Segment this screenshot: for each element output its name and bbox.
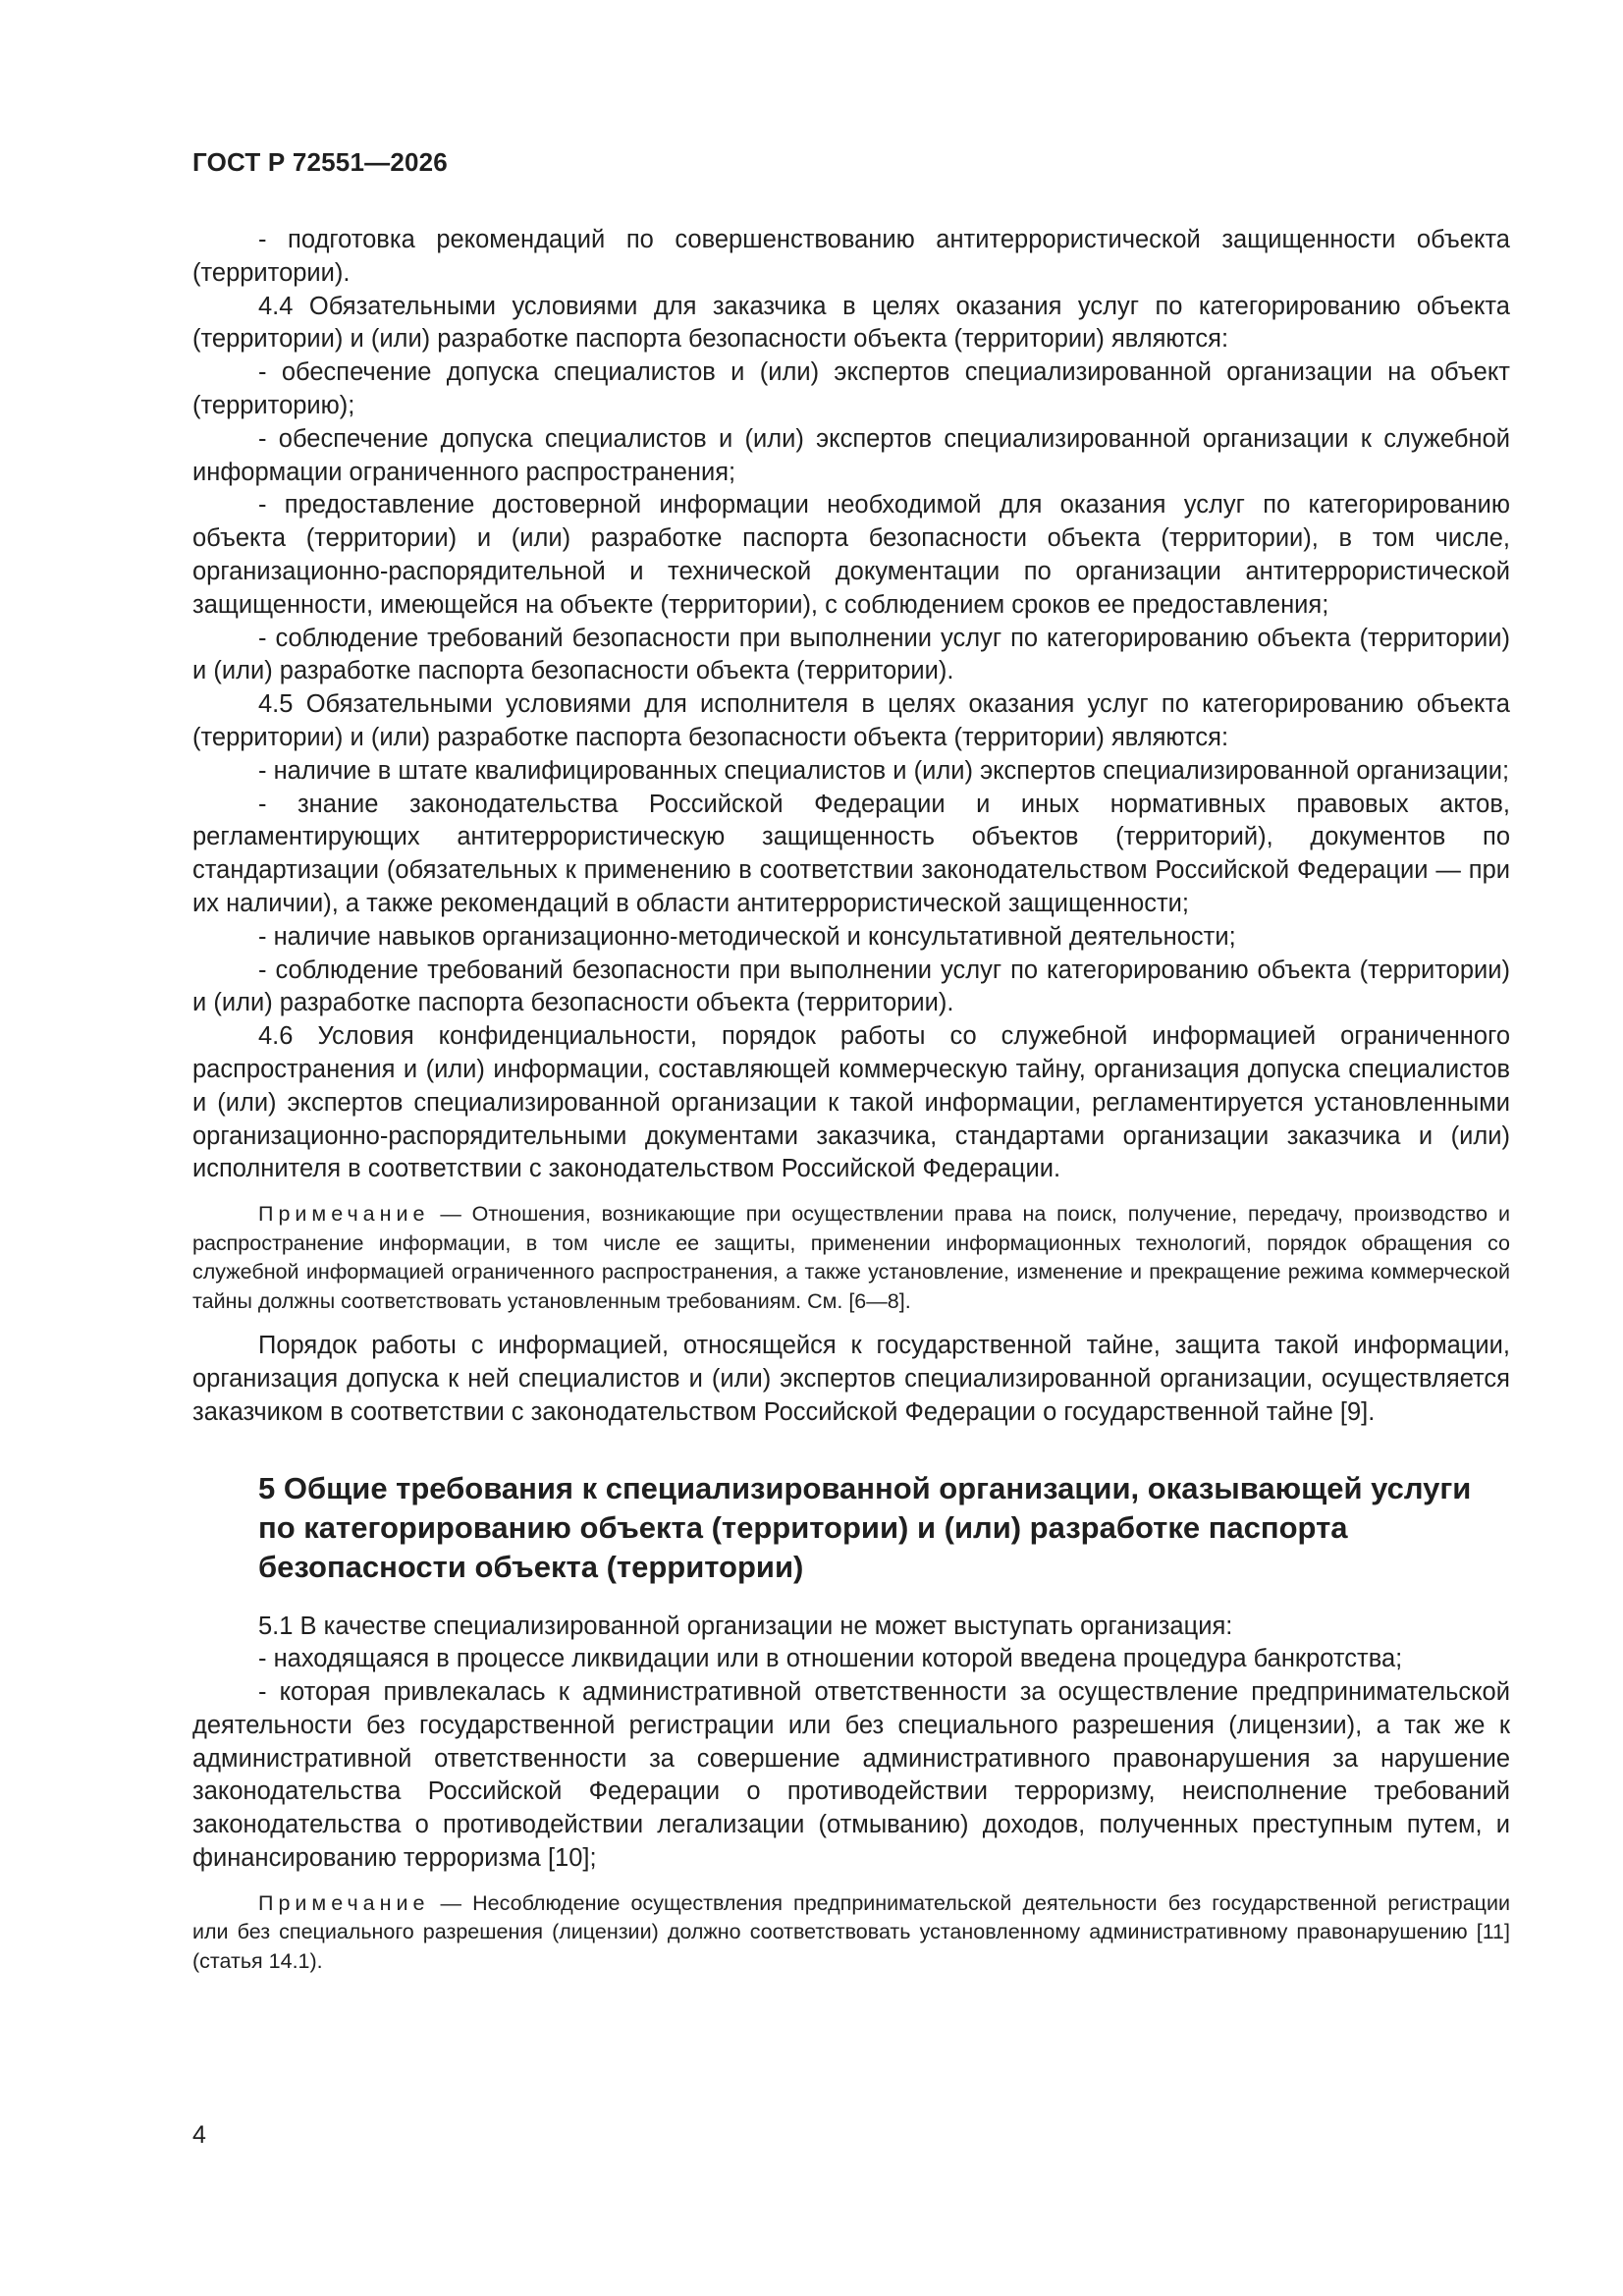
- clause-4-4: 4.4 Обязательными условиями для заказчика в целях оказания услуг по категорированию объекта (территории) и (или) разработке паспорта безопасности объекта (территории) являются:: [192, 292, 1510, 354]
- list-item: - находящаяся в процессе ликвидации или в отношении которой введена процедура банкротства;: [258, 1645, 1403, 1673]
- list-item: - обеспечение допуска специалистов и (или) экспертов специализированной организации на объект (территорию);: [192, 358, 1510, 419]
- note-4-6: [192, 1200, 1510, 1316]
- list-item: - подготовка рекомендаций по совершенствованию антитеррористической защищенности объекта (территории).: [192, 226, 1510, 287]
- list-item: - знание законодательства Российской Федерации и иных нормативных правовых актов, регламентирующих антитеррористическую защищенность объектов (территорий), документов по стандартизации (обязательных к применению в соответствии законодательством Российской Федерации — при их наличии), а также рекомендаций в области антитеррористической защищенности;: [192, 790, 1510, 917]
- list-item: - предоставление достоверной информации необходимой для оказания услуг по категорированию объекта (территории) и (или) разработке паспорта безопасности объекта (территории), в том числе, организационно-распорядительной и технической документации по организации антитеррористической защищенности, имеющейся на объекте (территории), с соблюдением сроков ее предоставления;: [192, 491, 1510, 619]
- standard-designation: ГОСТ Р 72551—2026: [192, 147, 448, 177]
- list-item: - соблюдение требований безопасности при выполнении услуг по категорированию объекта (территории) и (или) разработке паспорта безопасности объекта (территории).: [192, 956, 1510, 1017]
- note-5-1: [192, 1889, 1510, 1977]
- note-text: — Несоблюдение осуществления предпринимательской деятельности без государственной регистрации или без специального разрешения (лицензии) должно соответствовать установленному административному правонарушению [11] (статья 14.1).: [192, 1890, 1510, 1973]
- section-5-title: 5 Общие требования к специализированной организации, оказывающей услуги по категорированию объекта (территории) и (или) разработке паспорта безопасности объекта (территории): [258, 1470, 1472, 1584]
- clause-5-1: 5.1 В качестве специализированной организации не может выступать организация:: [258, 1612, 1233, 1640]
- list-item: - наличие навыков организационно-методической и консультативной деятельности;: [258, 922, 1236, 951]
- list-item: - наличие в штате квалифицированных специалистов и (или) экспертов специализированной организации;: [258, 756, 1510, 785]
- clause-4-5: 4.5 Обязательными условиями для исполнителя в целях оказания услуг по категорированию объекта (территории) и (или) разработке паспорта безопасности объекта (территории) являются:: [192, 690, 1510, 751]
- main-text: [192, 224, 1510, 1990]
- note-text: — Отношения, возникающие при осуществлении права на поиск, получение, передачу, производство и распространение информации, в том числе ее защиты, применении информационных технологий, порядок обращения со служебной информацией ограниченного распространения, а также установление, изменение и прекращение режима коммерческой тайны должны соответствовать установленным требованиям. См. [6—8].: [192, 1202, 1510, 1313]
- note-label: Примечание: [258, 1890, 430, 1915]
- page-number: 4: [192, 2121, 206, 2149]
- list-item: - обеспечение допуска специалистов и (или) экспертов специализированной организации к служебной информации ограниченного распространения;: [192, 424, 1510, 486]
- list-item: - соблюдение требований безопасности при выполнении услуг по категорированию объекта (территории) и (или) разработке паспорта безопасности объекта (территории).: [192, 624, 1510, 685]
- note-label: Примечание: [258, 1202, 430, 1227]
- paragraph-state-secret: Порядок работы с информацией, относящейся к государственной тайне, защита такой информации, организация допуска к ней специалистов и (или) экспертов специализированной организации, осуществляется заказчиком в соответствии с законодательством Российской Федерации о государственной тайне [9].: [192, 1332, 1510, 1426]
- clause-4-6: 4.6 Условия конфиденциальности, порядок работы со служебной информацией ограниченного распространения и (или) информации, составляющей коммерческую тайну, организация допуска специалистов и (или) экспертов специализированной организации к такой информации, регламентируется установленными организационно-распорядительными документами заказчика, стандартами организации заказчика и (или) исполнителя в соответствии с законодательством Российской Федерации.: [192, 1022, 1510, 1183]
- list-item: - которая привлекалась к административной ответственности за осуществление предпринимательской деятельности без государственной регистрации или без специального разрешения (лицензии), а так же к административной ответственности за совершение административного правонарушения за нарушение законодательства Российской Федерации о противодействии терроризму, неисполнение требований законодательства о противодействии легализации (отмыванию) доходов, полученных преступным путем, и финансированию терроризма [10];: [192, 1678, 1510, 1873]
